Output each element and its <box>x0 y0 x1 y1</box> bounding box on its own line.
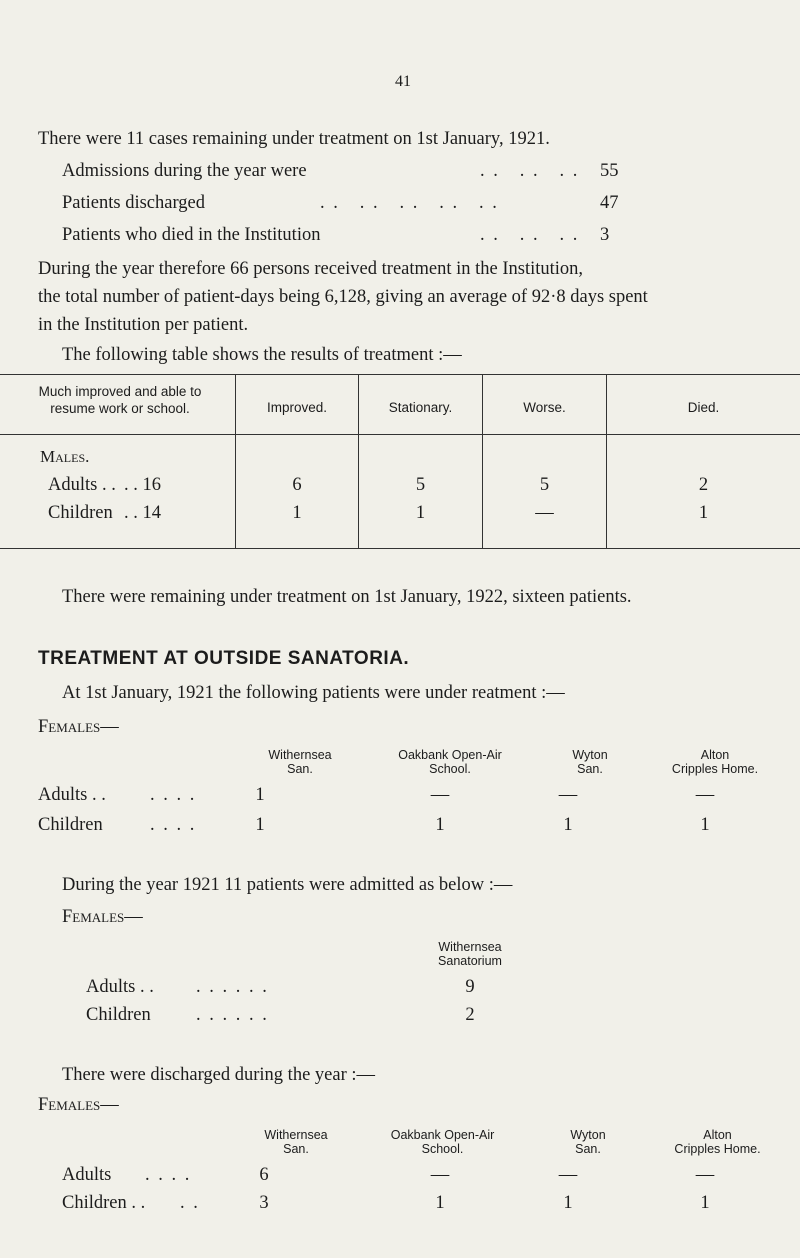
table-cell: — <box>695 1165 715 1185</box>
table-row-label: Children <box>38 815 103 835</box>
table-cell: 1 <box>698 503 709 523</box>
table-cell: 5 <box>539 475 550 495</box>
stat-value-discharged: 47 <box>600 193 619 213</box>
stat-leader: . . . . . . . . . . <box>320 193 499 213</box>
paragraph-line: During the year therefore 66 persons received treatment in the Institution, <box>38 259 584 279</box>
paragraph-line: in the Institution per patient. <box>38 315 249 335</box>
stat-value-died: 3 <box>600 225 610 245</box>
females-label: Females— <box>38 717 119 737</box>
stat-leader: . . . . . . <box>480 161 580 181</box>
col-header: Withernsea Sanatorium <box>438 940 502 969</box>
table-cell: — <box>695 785 715 805</box>
table-cell: 1 <box>700 1193 710 1213</box>
table-row-count: . . 16 <box>124 475 161 495</box>
table-header: Died. <box>687 400 720 415</box>
table-row-count: . . 14 <box>124 503 161 523</box>
table-cell: 1 <box>700 815 710 835</box>
outside-intro-paragraph: At 1st January, 1921 the following patients were under reatment :— <box>62 683 565 703</box>
table-cell: 1 <box>563 815 573 835</box>
admitted-intro-paragraph: During the year 1921 11 patients were admitted as below :— <box>62 875 513 895</box>
row-leader: . . <box>180 1193 200 1213</box>
table-cell: 9 <box>465 977 475 997</box>
table-cell: — <box>430 785 450 805</box>
row-leader: . . . . . . <box>196 1005 269 1025</box>
col-header: Oakbank Open-Air School. <box>398 748 502 777</box>
table-cell: 2 <box>698 475 709 495</box>
row-leader: . . . . . . <box>196 977 269 997</box>
stat-label-died: Patients who died in the Institution <box>62 225 321 245</box>
paragraph-table-intro: The following table shows the results of treatment :— <box>62 345 462 365</box>
discharged-intro-paragraph: There were discharged during the year :— <box>62 1065 376 1085</box>
table-cell: 1 <box>435 815 445 835</box>
col-header: Oakbank Open-Air School. <box>390 1128 495 1157</box>
intro-paragraph: There were 11 cases remaining under treatment on 1st January, 1921. <box>38 129 550 149</box>
table-header: Improved. <box>266 400 328 415</box>
table-row-label: Children <box>86 1005 151 1025</box>
table-cell: 6 <box>259 1165 269 1185</box>
remaining-1922-paragraph: There were remaining under treatment on 1st January, 1922, sixteen patients. <box>62 587 632 607</box>
table-header: Much improved and able to <box>38 384 202 399</box>
table-row-label: Children . . <box>62 1193 146 1213</box>
col-header: Wyton San. <box>570 1128 606 1157</box>
col-header: Wyton San. <box>572 748 608 777</box>
females-label: Females— <box>62 907 143 927</box>
table-header: Worse. <box>523 400 566 415</box>
table-cell: 1 <box>563 1193 573 1213</box>
table-rule <box>0 548 800 549</box>
col-header: Withernsea San. <box>264 1128 328 1157</box>
table-header: resume work or school. <box>50 401 190 416</box>
page-number: 41 <box>395 73 411 90</box>
row-leader: . . . . <box>150 785 197 805</box>
col-header: Alton Cripples Home. <box>671 748 759 777</box>
row-leader: . . . . <box>145 1165 192 1185</box>
section-heading: TREATMENT AT OUTSIDE SANATORIA. <box>38 648 410 669</box>
stat-value-admissions: 55 <box>600 161 619 181</box>
table-row-label: Adults . . <box>86 977 154 997</box>
table-row-label: Children <box>48 503 113 523</box>
table-cell: 3 <box>259 1193 269 1213</box>
table-row-label: Adults . . <box>48 475 116 495</box>
table-cell: 1 <box>415 503 426 523</box>
table-rule <box>0 434 800 435</box>
col-header: Alton Cripples Home. <box>674 1128 761 1157</box>
section-label-males: Males. <box>40 447 90 466</box>
table-cell: 2 <box>465 1005 475 1025</box>
table-cell: 5 <box>415 475 426 495</box>
stat-label-admissions: Admissions during the year were <box>62 161 307 181</box>
table-header: Stationary. <box>388 400 453 415</box>
table-cell: 1 <box>292 503 302 523</box>
paragraph-line: the total number of patient-days being 6,128, giving an average of 92·8 days spent <box>38 287 648 307</box>
table-cell: — <box>558 785 578 805</box>
stat-leader: . . . . . . <box>480 225 580 245</box>
table-row-label: Adults . . <box>38 785 106 805</box>
table-row-label: Adults <box>62 1165 112 1185</box>
table-cell: — <box>558 1165 578 1185</box>
col-header: Withernsea San. <box>268 748 332 777</box>
table-cell: 1 <box>435 1193 445 1213</box>
row-leader: . . . . <box>150 815 197 835</box>
table-rule <box>0 374 800 375</box>
table-cell: 1 <box>255 815 265 835</box>
stat-label-discharged: Patients discharged <box>62 193 206 213</box>
females-label: Females— <box>38 1095 119 1115</box>
table-cell: — <box>430 1165 450 1185</box>
table-cell: 6 <box>292 475 302 495</box>
table-cell: 1 <box>255 785 265 805</box>
table-cell: — <box>535 503 554 523</box>
